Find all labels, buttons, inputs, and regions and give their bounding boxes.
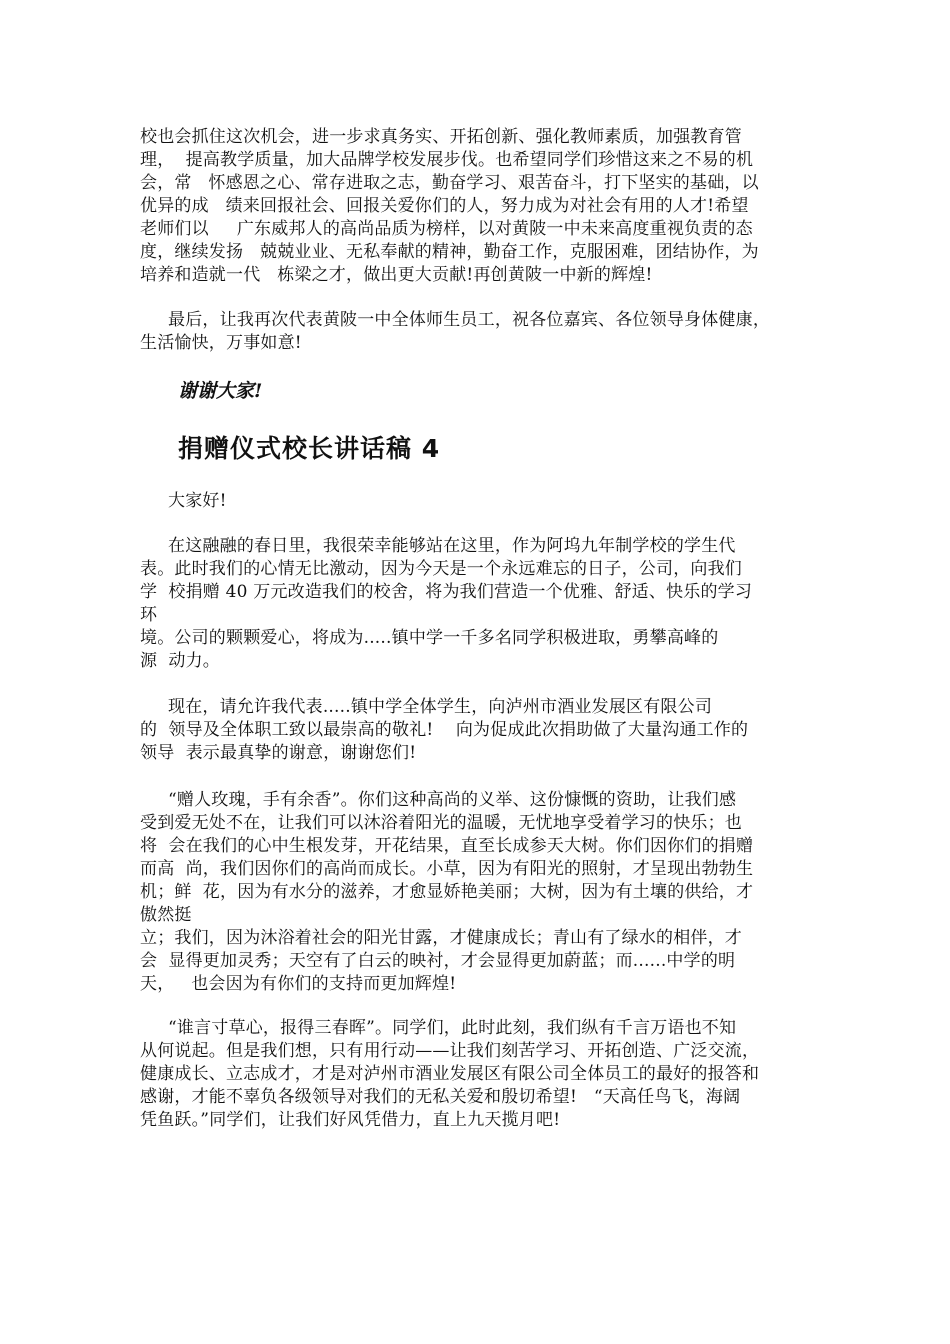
section-heading-block bbox=[140, 432, 820, 466]
text-line: 从何说起。但是我们想，只有用行动——让我们刻苦学习、开拓创造、广泛交流， bbox=[140, 1041, 760, 1061]
text-line: 环 bbox=[140, 605, 158, 625]
greeting-text: 大家好! bbox=[140, 491, 227, 511]
text-line: 受到爱无处不在，让我们可以沐浴着阳光的温暖，无忧地享受着学习的快乐；也 bbox=[140, 813, 742, 833]
text-line: 机；鲜 花，因为有水分的滋养，才愈显娇艳美丽；大树，因为有土壤的供给，才 bbox=[140, 882, 754, 902]
section-heading: 捐赠仪式校长讲话稿 4 bbox=[178, 434, 441, 463]
text-line: 优异的成 绩来回报社会、回报关爱你们的人，努力成为对社会有用的人才!希望 bbox=[140, 196, 749, 216]
text-line: “谁言寸草心，报得三春晖”。同学们，此时此刻，我们纵有千言万语也不知 bbox=[140, 1018, 737, 1038]
text-line: 度，继续发扬 兢兢业业、无私奉献的精神，勤奋工作，克服困难，团结协作，为 bbox=[140, 242, 759, 262]
text-line: 健康成长、立志成才，才是对泸州市酒业发展区有限公司全体员工的最好的报答和 bbox=[140, 1064, 760, 1084]
text-line: 在这融融的春日里，我很荣幸能够站在这里，作为阿坞九年制学校的学生代 bbox=[140, 536, 736, 556]
text-line: 境。公司的颗颗爱心，将成为.....镇中学一千多名同学积极进取，勇攀高峰的 bbox=[140, 628, 719, 648]
thanks-line bbox=[140, 378, 820, 404]
text-line: 立；我们，因为沐浴着社会的阳光甘露，才健康成长；青山有了绿水的相伴，才 bbox=[140, 928, 742, 948]
text-line: 学 校捐赠 40 万元改造我们的校舍，将为我们营造一个优雅、舒适、快乐的学习 bbox=[140, 582, 753, 602]
text-line: 天， 也会因为有你们的支持而更加辉煌! bbox=[140, 974, 457, 994]
speech-paragraph-1 bbox=[140, 535, 820, 673]
text-line: 而高 尚，我们因你们的高尚而成长。小草，因为有阳光的照射，才呈现出勃勃生 bbox=[140, 859, 754, 879]
text-line: 老师们以 广东威邦人的高尚品质为榜样，以对黄陂一中未来高度重视负责的态 bbox=[140, 219, 753, 239]
text-line: 表。此时我们的心情无比激动，因为今天是一个永远难忘的日子，公司，向我们 bbox=[140, 559, 742, 579]
closing-paragraph-2 bbox=[140, 309, 820, 355]
text-line: 会，常 怀感恩之心、常存进取之志，勤奋学习、艰苦奋斗，打下坚实的基础，以 bbox=[140, 173, 759, 193]
text-line: 现在，请允许我代表.....镇中学全体学生，向泸州市酒业发展区有限公司 bbox=[140, 697, 713, 717]
speech-paragraph-4 bbox=[140, 1017, 820, 1132]
speech-paragraph-3 bbox=[140, 789, 820, 996]
text-line: 生活愉快，万事如意! bbox=[140, 333, 302, 353]
text-line: “赠人玫瑰，手有余香”。你们这种高尚的义举、这份慷慨的资助，让我们感 bbox=[140, 790, 737, 810]
text-line: 源 动力。 bbox=[140, 651, 221, 671]
text-line: 校也会抓住这次机会，进一步求真务实、开拓创新、强化教师素质，加强教育管 bbox=[140, 127, 742, 147]
text-line: 理， 提高教学质量，加大品牌学校发展步伐。也希望同学们珍惜这来之不易的机 bbox=[140, 150, 754, 170]
thanks-text: 谢谢大家! bbox=[178, 380, 263, 402]
text-line: 的 领导及全体职工致以最崇高的敬礼! 向为促成此次捐助做了大量沟通工作的 bbox=[140, 720, 749, 740]
text-line: 会 显得更加灵秀；天空有了白云的映衬，才会显得更加蔚蓝；而......中学的明 bbox=[140, 951, 736, 971]
speech-paragraph-2 bbox=[140, 696, 820, 765]
text-line: 最后，让我再次代表黄陂一中全体师生员工，祝各位嘉宾、各位领导身体健康， bbox=[140, 310, 771, 330]
text-line: 将 会在我们的心中生根发芽，开花结果，直至长成参天大树。你们因你们的捐赠 bbox=[140, 836, 754, 856]
text-line: 凭鱼跃。”同学们，让我们好风凭借力，直上九天揽月吧! bbox=[140, 1110, 561, 1130]
text-line: 感谢，才能不辜负各级领导对我们的无私关爱和殷切希望! “天高任鸟飞，海阔 bbox=[140, 1087, 741, 1107]
greeting-block bbox=[140, 490, 820, 513]
closing-paragraph-1 bbox=[140, 126, 820, 287]
text-line: 领导 表示最真挚的谢意，谢谢您们! bbox=[140, 743, 417, 763]
text-line: 培养和造就一代 栋梁之才，做出更大贡献!再创黄陂一中新的辉煌! bbox=[140, 265, 653, 285]
text-line: 傲然挺 bbox=[140, 905, 192, 925]
